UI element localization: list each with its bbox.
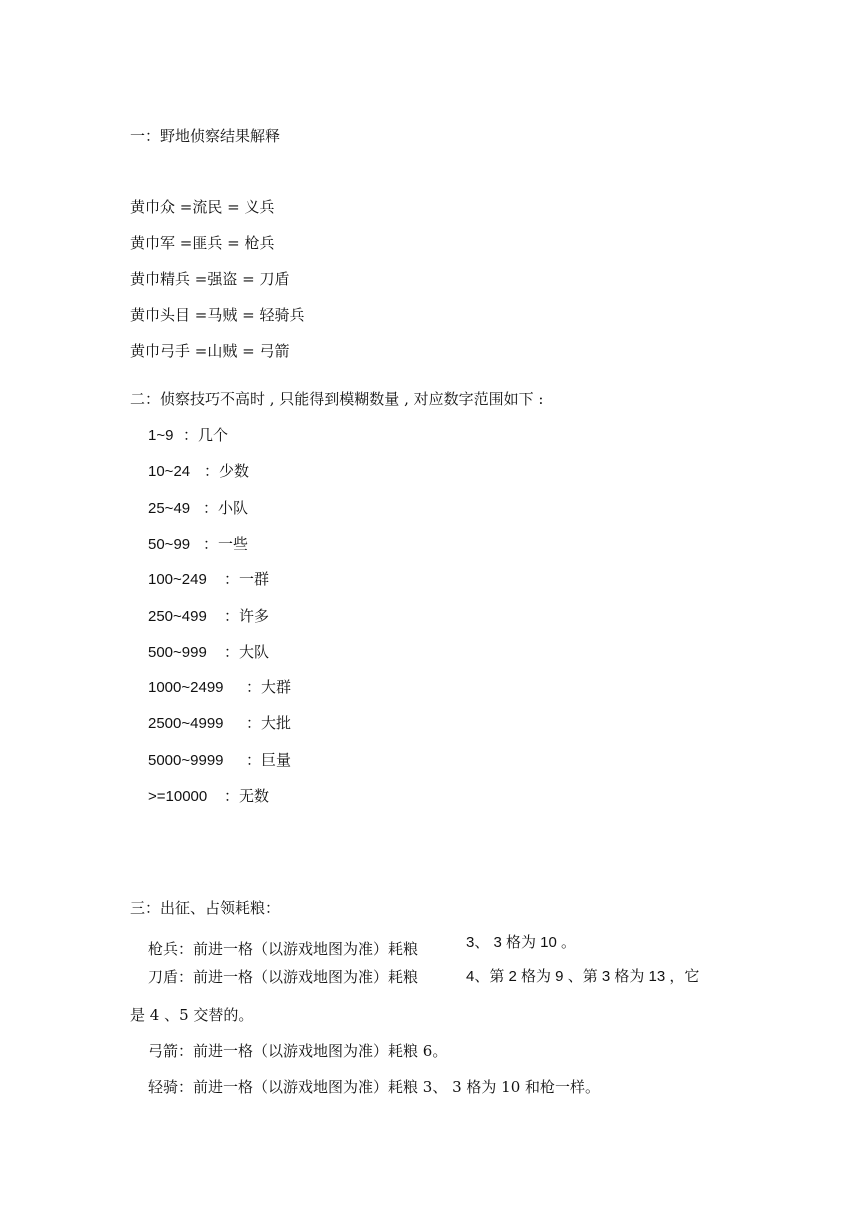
- range-row: [148, 751, 291, 770]
- range-value: 1000~2499: [148, 679, 224, 696]
- range-separator: ：: [224, 787, 240, 805]
- range-row: [148, 607, 269, 626]
- archer-cost: 弓箭：前进一格（以游戏地图为准）耗粮 6。: [148, 1042, 448, 1060]
- range-separator: ：: [224, 643, 240, 661]
- range-separator: ：: [203, 535, 219, 553]
- range-label: 一群: [239, 570, 270, 588]
- shield-cost-right: 4、第 2 格为 9 、第 3 格为 13 ，它: [466, 968, 700, 985]
- range-label: 巨量: [261, 751, 292, 769]
- unit-mapping-item: 黄巾众 =流民 = 义兵: [130, 198, 275, 216]
- range-label: 少数: [219, 462, 250, 480]
- cavalry-cost: 轻骑：前进一格（以游戏地图为准）耗粮 3、 3 格为 10 和枪一样。: [148, 1078, 601, 1096]
- range-row: [148, 570, 269, 589]
- unit-mapping-item: 黄巾精兵 =强盗 = 刀盾: [130, 270, 290, 288]
- range-value: 25~49: [148, 500, 191, 517]
- range-row: [148, 787, 269, 806]
- range-label: 无数: [239, 787, 270, 805]
- range-value: 1~9: [148, 427, 174, 444]
- range-value: 2500~4999: [148, 715, 224, 732]
- range-value: 500~999: [148, 644, 207, 661]
- unit-mapping-item: 黄巾弓手 =山贼 = 弓箭: [130, 342, 290, 360]
- range-label: 小队: [218, 499, 249, 517]
- range-separator: ：: [183, 426, 199, 444]
- range-row: [148, 643, 269, 662]
- range-label: 许多: [239, 607, 270, 625]
- range-separator: ：: [246, 678, 262, 696]
- range-value: 5000~9999: [148, 752, 224, 769]
- unit-mapping-item: 黄巾头目 =马贼 = 轻骑兵: [130, 306, 305, 324]
- shield-cost-left: 刀盾：前进一格（以游戏地图为准）耗粮: [148, 968, 419, 986]
- section2-heading: 二：侦察技巧不高时 , 只能得到模糊数量 , 对应数字范围如下 :: [130, 390, 544, 408]
- range-value: >=10000: [148, 788, 208, 805]
- spear-cost-left: 枪兵：前进一格（以游戏地图为准）耗粮: [148, 940, 419, 958]
- section1-heading: 一：野地侦察结果解释: [130, 127, 281, 145]
- range-row: [148, 678, 291, 697]
- range-value: 100~249: [148, 571, 207, 588]
- range-label: 大队: [239, 643, 270, 661]
- range-separator: ：: [203, 499, 219, 517]
- range-value: 50~99: [148, 536, 191, 553]
- range-value: 250~499: [148, 608, 207, 625]
- range-label: 一些: [218, 535, 249, 553]
- range-label: 大批: [261, 714, 292, 732]
- range-separator: ：: [224, 570, 240, 588]
- range-row: [148, 499, 248, 518]
- range-value: 10~24: [148, 463, 191, 480]
- range-separator: ：: [246, 714, 262, 732]
- range-row: [148, 462, 249, 481]
- unit-mapping-item: 黄巾军 =匪兵 = 枪兵: [130, 234, 275, 252]
- section3-heading: 三：出征、占领耗粮：: [130, 899, 281, 917]
- range-row: [148, 714, 291, 733]
- range-separator: ：: [204, 462, 220, 480]
- range-row: [148, 426, 228, 445]
- spear-cost-right: 3、 3 格为 10 。: [466, 934, 577, 951]
- range-separator: ：: [224, 607, 240, 625]
- range-separator: ：: [246, 751, 262, 769]
- shield-cost-continuation: 是 4 、5 交替的。: [130, 1006, 254, 1024]
- range-label: 几个: [198, 426, 229, 444]
- range-label: 大群: [261, 678, 292, 696]
- range-row: [148, 535, 248, 554]
